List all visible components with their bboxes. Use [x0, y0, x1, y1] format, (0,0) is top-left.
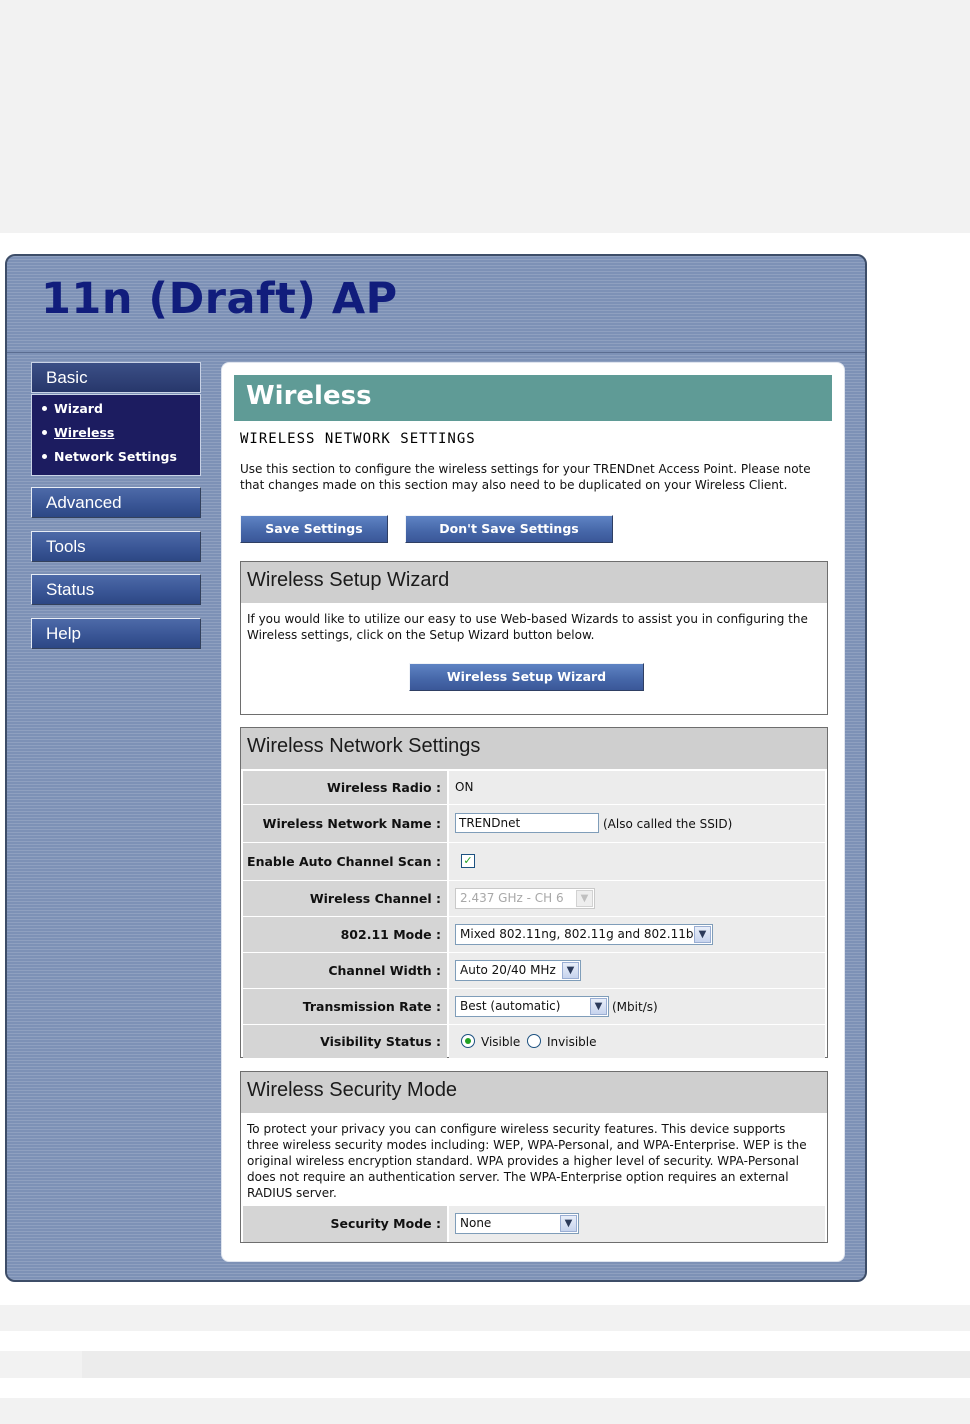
bullet-icon — [42, 430, 47, 435]
dont-save-settings-button[interactable]: Don't Save Settings — [405, 515, 613, 543]
mode-select[interactable] — [455, 924, 713, 945]
channel-width-label: Channel Width : — [243, 953, 447, 988]
mode-cell — [449, 917, 825, 952]
mode-row — [243, 917, 825, 953]
wireless-channel-label: Wireless Channel : — [243, 881, 447, 916]
channel-width-row — [243, 953, 825, 989]
security-mode-cell — [449, 1206, 825, 1242]
invisible-label: Invisible — [547, 1035, 597, 1049]
visible-label: Visible — [481, 1035, 521, 1049]
transmission-rate-value: Best (automatic) — [460, 999, 561, 1013]
sidebar-item-status[interactable]: Status — [31, 574, 201, 605]
page-title: Wireless — [234, 375, 832, 421]
sidebar-item-help[interactable]: Help — [31, 618, 201, 649]
intro-text: Use this section to configure the wireless settings for your TRENDnet Access Point. Please note that changes made on this section may also need to be duplicated on your Wireless Client. — [240, 462, 811, 492]
transmission-rate-cell — [449, 989, 825, 1024]
bottom-gap — [0, 1331, 970, 1351]
channel-width-cell — [449, 953, 825, 988]
security-mode-select[interactable] — [455, 1213, 579, 1234]
wizard-box — [240, 561, 828, 715]
sidebar-item-wireless[interactable]: Wireless — [40, 425, 200, 449]
network-name-input[interactable]: TRENDnet — [455, 813, 599, 833]
check-icon: ✓ — [463, 854, 473, 867]
auto-channel-cell — [449, 843, 825, 880]
chevron-down-icon: ▼ — [576, 890, 593, 907]
security-mode-label: Security Mode : — [243, 1206, 447, 1242]
wireless-radio-value: ON — [455, 780, 474, 794]
network-name-cell — [449, 805, 825, 842]
sidebar-item-basic[interactable]: Basic — [31, 362, 201, 393]
invisible-radio[interactable] — [527, 1034, 541, 1048]
security-mode-value: None — [460, 1216, 492, 1230]
bullet-icon — [42, 406, 47, 411]
visibility-cell — [449, 1025, 825, 1058]
sidebar-item-advanced[interactable]: Advanced — [31, 487, 201, 518]
wireless-radio-row — [243, 771, 825, 805]
wireless-radio-cell — [449, 771, 825, 804]
save-settings-button[interactable]: Save Settings — [240, 515, 388, 543]
wireless-radio-label: Wireless Radio : — [243, 771, 447, 804]
chevron-down-icon[interactable]: ▼ — [562, 962, 579, 979]
visible-radio[interactable] — [461, 1034, 475, 1048]
security-box — [240, 1071, 828, 1243]
bottom-gap-2 — [0, 1378, 970, 1398]
chevron-down-icon[interactable]: ▼ — [590, 998, 607, 1015]
chevron-down-icon[interactable]: ▼ — [560, 1215, 577, 1232]
network-box-title: Wireless Network Settings — [241, 728, 827, 770]
ssid-hint: (Also called the SSID) — [603, 817, 733, 831]
transmission-rate-row — [243, 989, 825, 1025]
bottom-bar — [82, 1351, 970, 1378]
wizard-box-title: Wireless Setup Wizard — [241, 562, 827, 604]
auto-channel-checkbox[interactable] — [461, 854, 475, 868]
wireless-channel-cell — [449, 881, 825, 916]
mode-value: Mixed 802.11ng, 802.11g and 802.11b — [460, 927, 694, 941]
security-box-title: Wireless Security Mode — [241, 1072, 827, 1114]
visibility-row — [243, 1025, 825, 1058]
app-title: 11n (Draft) AP — [41, 274, 398, 324]
sidebar-item-network-settings[interactable]: Network Settings — [40, 449, 200, 473]
wizard-box-text: If you would like to utilize our easy to use Web-based Wizards to assist you in configuring the Wireless settings, click on the Setup Wizard button below. — [247, 612, 808, 642]
wireless-channel-value: 2.437 GHz - CH 6 — [460, 891, 564, 905]
channel-width-select[interactable] — [455, 960, 581, 981]
sidebar-item-wizard[interactable]: Wizard — [40, 401, 200, 425]
network-name-label: Wireless Network Name : — [243, 805, 447, 842]
visibility-label: Visibility Status : — [243, 1025, 447, 1058]
rate-unit: (Mbit/s) — [612, 1000, 658, 1014]
auto-channel-label: Enable Auto Channel Scan : — [243, 843, 447, 880]
wireless-setup-wizard-button[interactable]: Wireless Setup Wizard — [409, 663, 644, 691]
network-settings-box — [240, 727, 828, 1058]
bullet-icon — [42, 454, 47, 459]
basic-submenu — [31, 394, 201, 476]
security-box-text: To protect your privacy you can configure wireless security features. This device supports three wireless security modes including: WEP, WPA-Personal, and WPA-Enterprise. WEP is the original wireless encryption standard. WPA provides a higher level of security. WPA-Personal does not require an authentication server. The WPA-Enterprise option requires an external RADIUS server. — [247, 1122, 807, 1200]
auto-channel-row — [243, 843, 825, 881]
router-ui-frame — [5, 254, 867, 1282]
security-mode-row — [243, 1206, 825, 1242]
transmission-rate-select[interactable] — [455, 996, 609, 1017]
transmission-rate-label: Transmission Rate : — [243, 989, 447, 1024]
wireless-channel-row — [243, 881, 825, 917]
channel-width-value: Auto 20/40 MHz — [460, 963, 556, 977]
network-name-row — [243, 805, 825, 843]
section-heading: WIRELESS NETWORK SETTINGS — [240, 431, 476, 447]
sidebar-item-tools[interactable]: Tools — [31, 531, 201, 562]
content-panel — [221, 362, 845, 1262]
header-divider — [7, 352, 865, 353]
wireless-channel-select — [455, 888, 595, 909]
mode-label: 802.11 Mode : — [243, 917, 447, 952]
chevron-down-icon[interactable]: ▼ — [694, 926, 711, 943]
